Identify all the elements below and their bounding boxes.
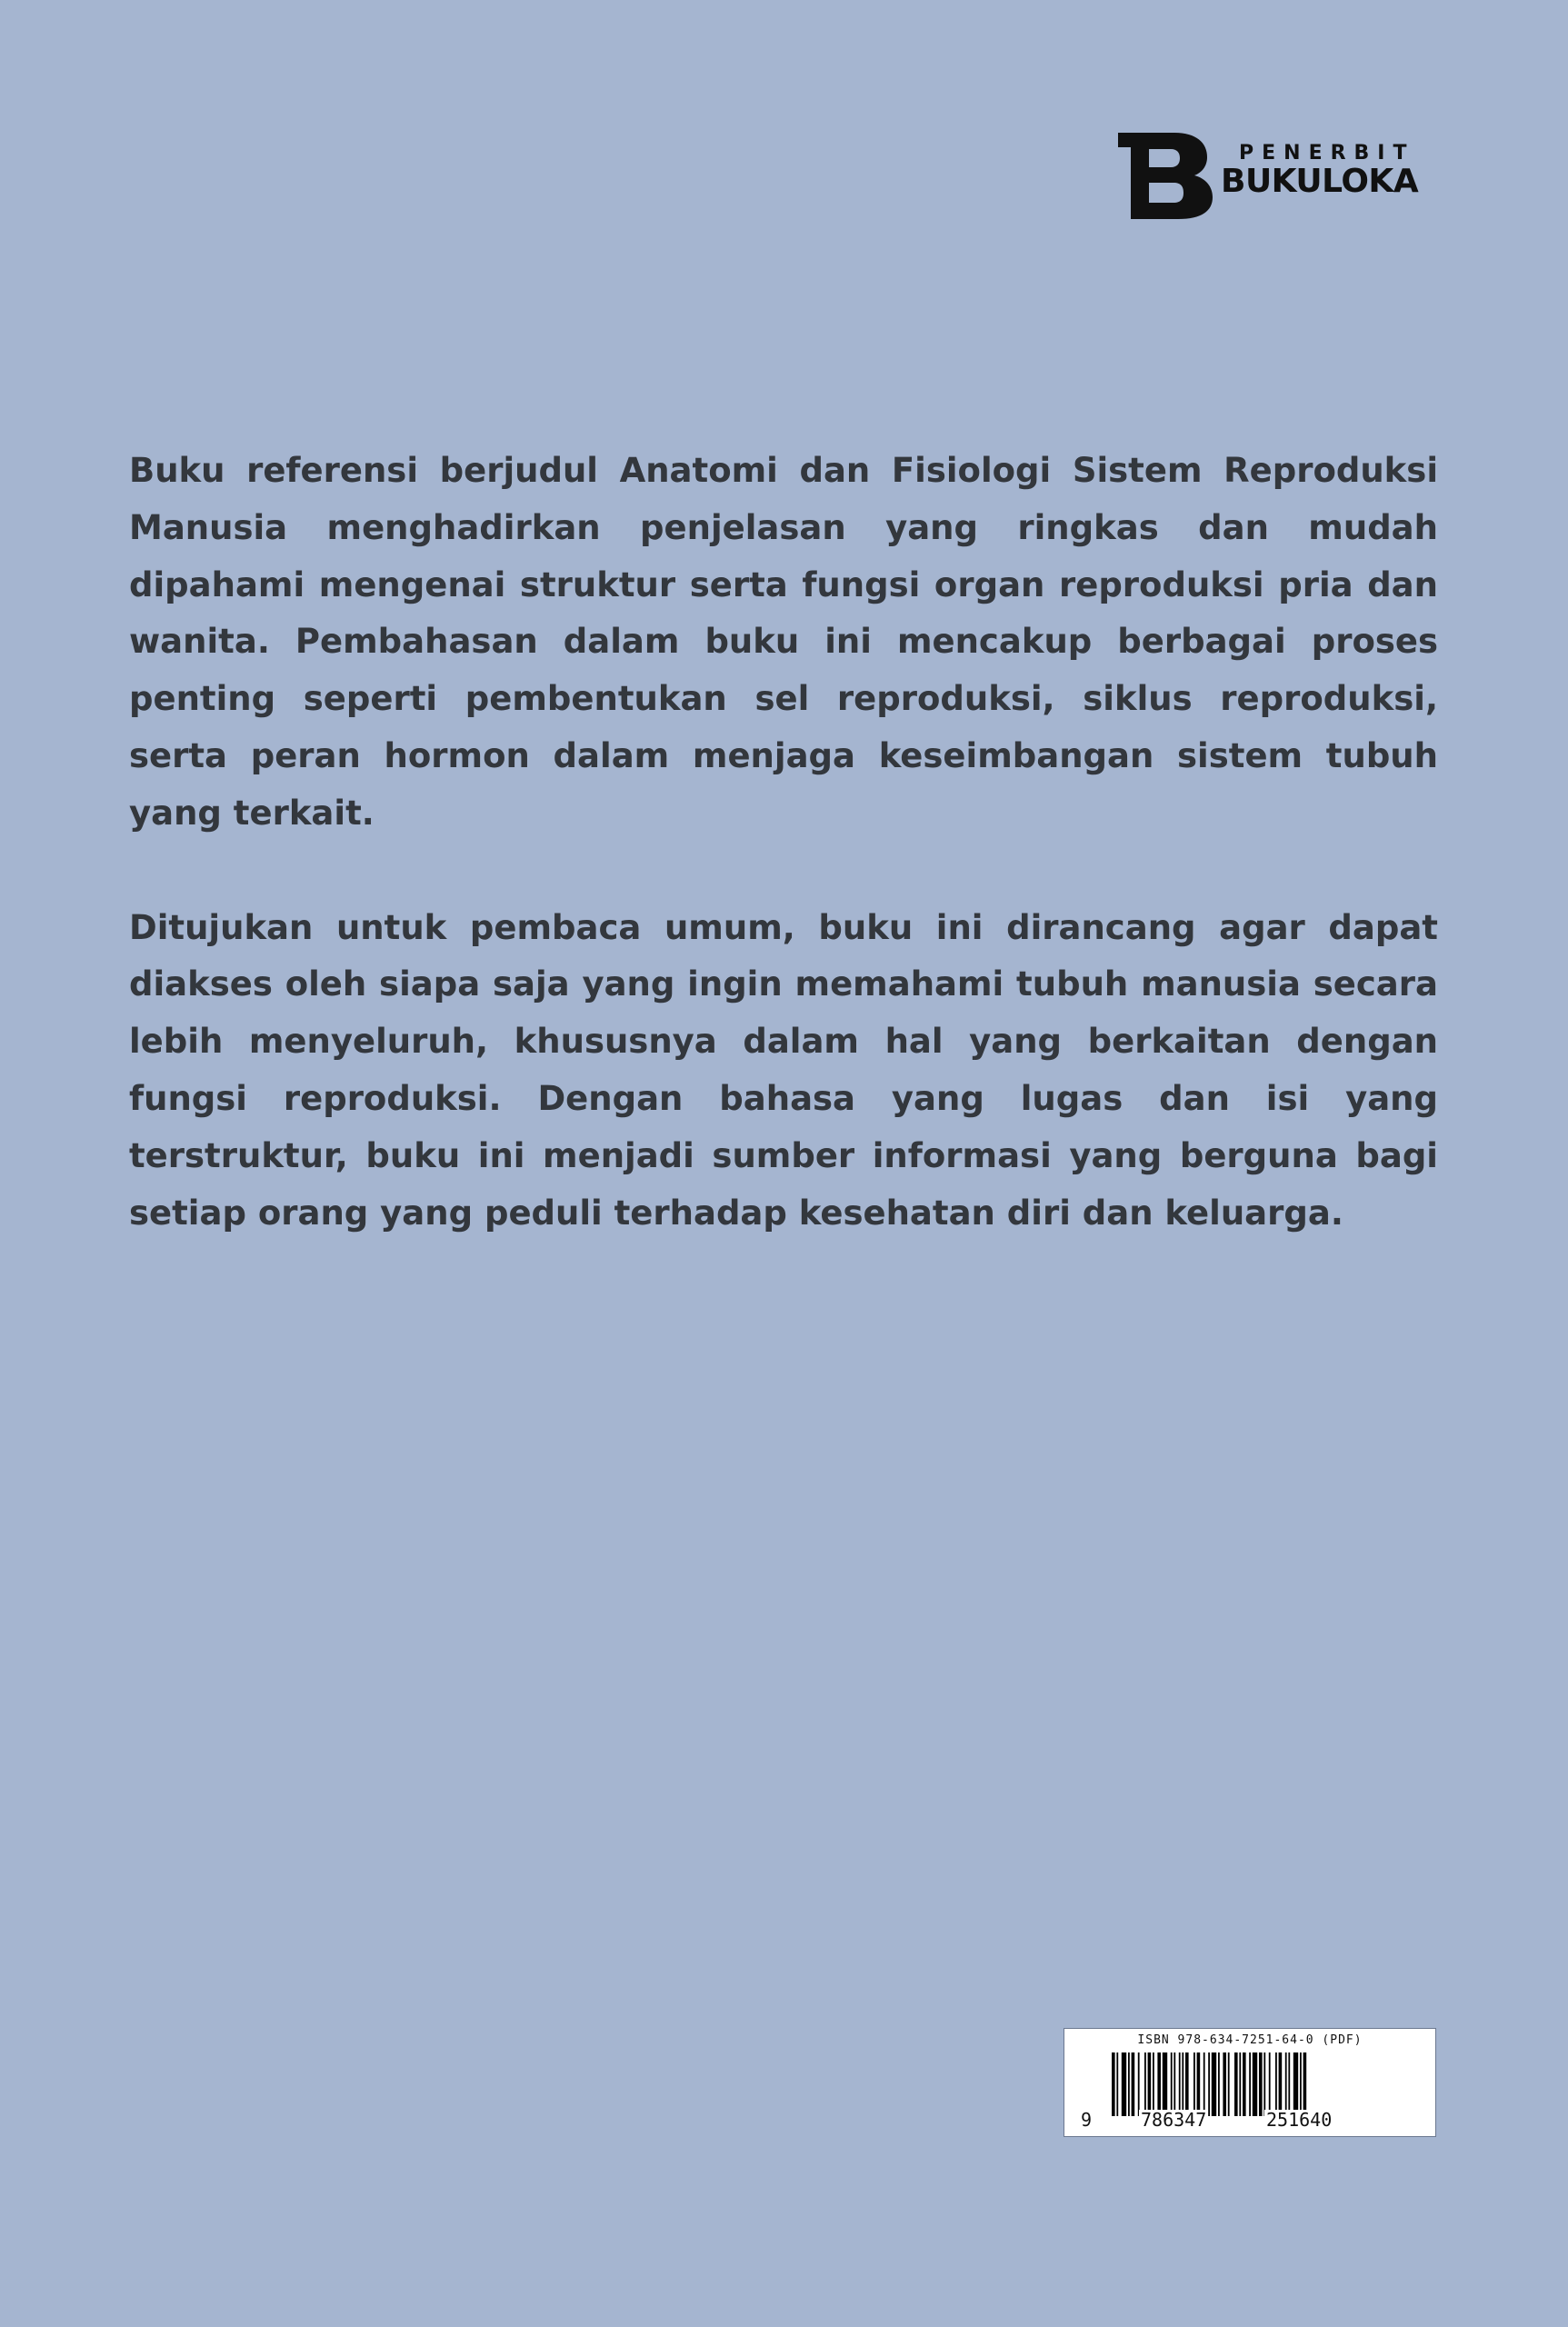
barcode-digit-first: 9 bbox=[1081, 2109, 1093, 2131]
isbn-label: ISBN 978-634-7251-64-0 (PDF) bbox=[1137, 2033, 1363, 2047]
book-blurb bbox=[129, 443, 1438, 1299]
barcode-icon bbox=[1112, 2052, 1375, 2116]
blurb-paragraph-2: Ditujukan untuk pembaca umum, buku ini dirancang agar dapat diakses oleh siapa saja yang ingin memahami tubuh manusia secara lebih menyeluruh, khususnya dalam hal yang berkaitan dengan fungsi reproduksi. Dengan bahasa yang lugas dan isi yang terstruktur, buku ini menjadi sumber informasi yang berguna bagi setiap orang yang peduli terhadap kesehatan diri dan keluarga. bbox=[129, 907, 1438, 1233]
publisher-name: BUKULOKA bbox=[1221, 163, 1419, 200]
publisher-logo bbox=[1118, 133, 1441, 219]
publisher-logo-b-mark bbox=[1118, 133, 1213, 219]
isbn-barcode-box bbox=[1064, 2028, 1436, 2137]
blurb-paragraph-1: Buku referensi berjudul Anatomi dan Fisiologi Sistem Reproduksi Manusia menghadirkan penjelasan yang ringkas dan mudah dipahami mengenai struktur serta fungsi organ reproduksi pria dan wanita. Pembahasan dalam buku ini mencakup berbagai proses penting seperti pembentukan sel reproduksi, siklus reproduksi, serta peran hormon dalam menjaga keseimbangan sistem tubuh yang terkait. bbox=[129, 451, 1438, 833]
barcode-digits-right: 251640 bbox=[1266, 2109, 1333, 2131]
publisher-label: PENERBIT bbox=[1239, 142, 1415, 165]
barcode-digits-left: 786347 bbox=[1141, 2109, 1207, 2131]
